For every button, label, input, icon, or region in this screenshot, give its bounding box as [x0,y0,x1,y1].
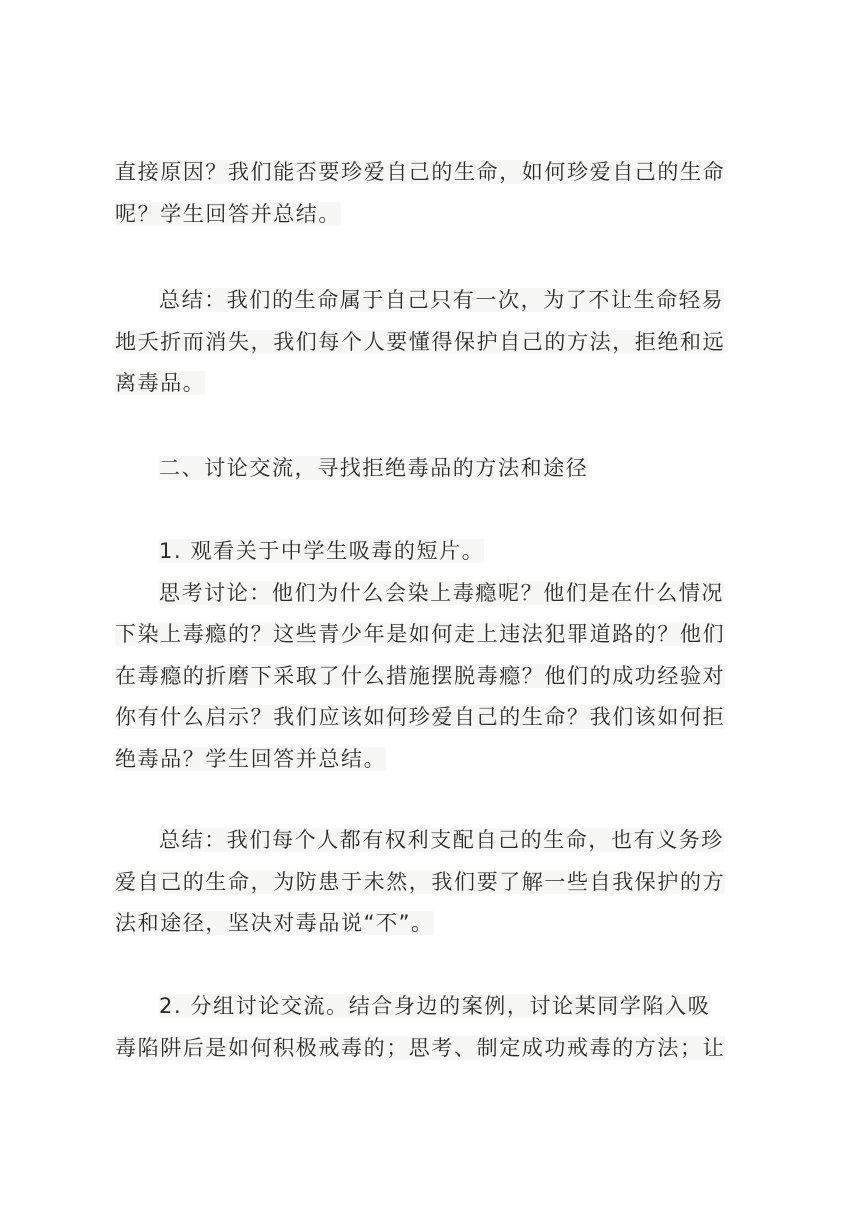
paragraph-6-group-discussion [115,986,745,1069]
text-line: 毒陷阱后是如何积极戒毒的；思考、制定成功戒毒的方法；让 [115,1035,726,1060]
paragraph-5-summary [115,820,745,945]
section-heading [115,448,745,490]
text-line: 思考讨论：他们为什么会染上毒瘾呢？他们是在什么情况 [159,580,724,605]
paragraph-1 [115,152,745,235]
text-line: 下染上毒瘾的？这些青少年是如何走上违法犯罪道路的？他们 [115,622,726,646]
text-line: 呢？学生回答并总结。 [115,201,341,226]
text-line: 1. 观看关于中学生吸毒的短片。 [159,539,485,563]
text-line: 在毒瘾的折磨下采取了什么措施摆脱毒瘾？他们的成功经验对 [115,663,726,688]
text-line: 离毒品。 [115,371,206,395]
text-line: 绝毒品？学生回答并总结。 [115,746,387,771]
paragraph-2-summary [115,280,745,405]
text-line: 总结：我们每个人都有权利支配自己的生命，也有义务珍 [159,828,724,852]
text-line: 法和途径，坚决对毒品说“不”。 [115,911,434,935]
paragraph-4-discussion [115,531,745,780]
text-line: 你有什么启示？我们应该如何珍爱自己的生命？我们该如何拒 [115,705,726,729]
text-line: 2. 分组讨论交流。结合身边的案例，讨论某同学陷入吸 [159,994,711,1018]
text-line: 直接原因？我们能否要珍爱自己的生命，如何珍爱自己的生命 [115,160,726,184]
text-line: 总结：我们的生命属于自己只有一次，为了不让生命轻易 [159,288,724,312]
text-line: 地夭折而消失，我们每个人要懂得保护自己的方法，拒绝和远 [115,329,726,354]
text-line: 二、讨论交流，寻找拒绝毒品的方法和途径 [159,456,589,480]
text-line: 爱自己的生命，为防患于未然，我们要了解一些自我保护的方 [115,869,726,894]
